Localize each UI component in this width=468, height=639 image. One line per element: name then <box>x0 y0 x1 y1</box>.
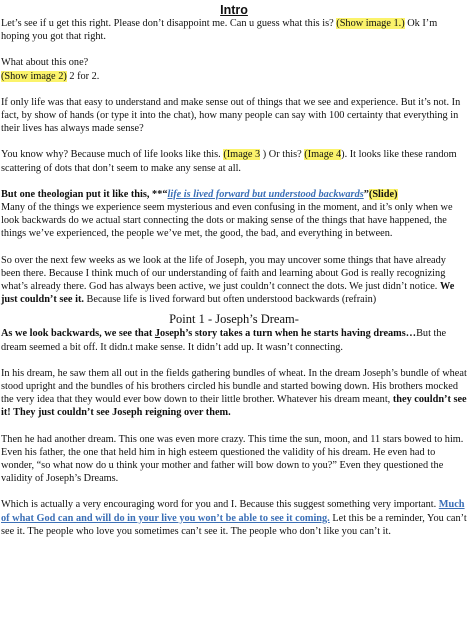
paragraph-another-dream: Then he had another dream. This one was even more crazy. This time the sun, moon, and 11 stars bowed to him. Even his father, the one that held him in high esteem questioned the validity of his dream. He even had to wonder, “so what now do u think your mother and father will bow down to you?” Even they questioned the validity of Joseph’s Dreams. <box>1 433 464 485</box>
text: Many of the things we experience seem mysterious and even confusing in the moment, and it’s only when we look backwards do we actual start connecting the dots or making sense of the things that have happened, the things we’ve experienced, the people we’ve met, the good, the bad, and everything in between. <box>1 202 453 240</box>
paragraph-what-about <box>0 56 468 82</box>
text: ) Or this? <box>260 149 305 161</box>
highlight-image-3: (Image 3 <box>223 149 261 161</box>
paragraph-theologian <box>0 188 468 241</box>
highlight-show-image-1: (Show image 1.) <box>336 18 405 29</box>
text: You know why? Because much of life looks like this. <box>1 149 224 161</box>
text: What about this one? <box>1 57 89 69</box>
text: ). It looks like these random scattering of dots that don’t seem to make any sense at all. <box>1 149 457 174</box>
paragraph-next-few-weeks <box>0 254 468 307</box>
text: But the dream seemed a bit off. It didn.t make sense. It didn’t add up. It wasn’t connecting. <box>1 328 447 353</box>
highlight-image-4: (Image 4 <box>304 149 342 161</box>
text: In his dream, he saw them all out in the fields gathering bundles of wheat. In the dream Joseph’s bundle of wheat stood upright and the bundles of his brothers circled his bundle and started bowing down. His brothers mocked the very idea that they would ever bow down to their little brother. Whatever his dream meant, <box>1 367 467 406</box>
text: Because life is lived forward but often understood backwards (refrain) <box>83 294 377 306</box>
paragraph-guess-image <box>0 17 468 43</box>
text: But one theologian put it like this, **“ <box>1 188 168 200</box>
page-title: Intro <box>220 3 248 17</box>
text: oseph’s story takes a turn when he starts having dreams… <box>160 328 417 340</box>
text: Which is actually a very encouraging word for you and I. Because this suggest something very important. <box>1 499 439 511</box>
text: So over the next few weeks as we look at the life of Joseph, you may uncover some things that have already been there. Because I think much of our understanding of faith and learning about God is really recognizing what’s already there. God has always been active, we just couldn’t connect the dots. We just didn’t notice. <box>1 254 446 293</box>
paragraph-look-backwards <box>0 327 468 353</box>
highlight-show-image-2: (Show image 2) <box>1 70 67 82</box>
text: As we look backwards, we see that <box>1 328 155 340</box>
highlight-slide: (Slide) <box>368 188 398 200</box>
text: ” <box>363 188 369 200</box>
paragraph-if-only: If only life was that easy to understand and make sense out of things that we see and experience. But it’s not. In fact, by show of hands (or type it into the chat), how many people can say with 100 certainty that everything in their lives has always made sense? <box>1 96 461 135</box>
paragraph-encouraging-word <box>0 498 468 538</box>
paragraph-you-know-why <box>0 148 468 174</box>
paragraph-his-dream <box>0 367 468 420</box>
emphasis-link[interactable]: Much of what God can and will do in your live you won’t be able to see it coming. <box>1 499 465 524</box>
text: they couldn’t see it! They just couldn’t see Joseph reigning over them. <box>1 394 467 419</box>
text: 2 for 2. <box>66 70 100 82</box>
text: J <box>154 328 161 340</box>
quote-link[interactable]: life is lived forward but understood backwards <box>167 188 364 200</box>
text: We just couldn’t see it. <box>1 281 455 306</box>
text: Ok I’m hoping you got that right. <box>1 18 438 43</box>
text: Let this be a reminder, You can’t see it. The people who love you sometimes can’t see it. The people who don’t like you can’t it. <box>1 512 467 537</box>
text: Let’s see if u get this right. Please don’t disappoint me. Can u guess what this is? <box>1 18 337 29</box>
point-1-heading: Point 1 - Joseph’s Dream- <box>169 312 299 327</box>
